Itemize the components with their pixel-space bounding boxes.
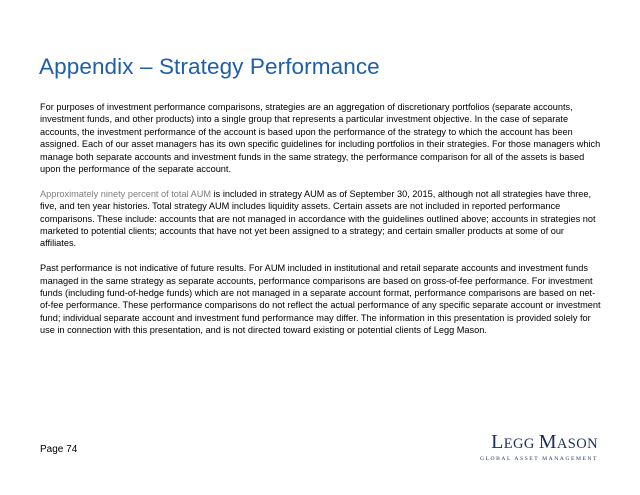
aum-highlight-text: Approximately ninety percent of total AUM (40, 188, 212, 199)
legg-mason-logo (480, 432, 598, 462)
paragraph-strategy-definition: For purposes of investment performance comparisons, strategies are an aggregation of discretionary portfolios (separate accounts, investment funds, and other products) into a single group that represents a particular investment objective. In the case of separate accounts, the investment performance of the account is based upon the performance of the strategy to which the account has been assigned. Each of our asset managers has its own specific guidelines for including portfolios in their strategies. For those managers which manage both separate accounts and investment funds in the same strategy, the performance comparison for all of the assets is based upon the performance of the separate account. (40, 102, 601, 175)
logo-tagline: GLOBAL ASSET MANAGEMENT (479, 456, 598, 462)
page-title: Appendix – Strategy Performance (39, 54, 380, 79)
disclosure-body (40, 101, 602, 349)
paragraph-past-performance: Past performance is not indicative of future results. For AUM included in institutional and retail separate accounts and investment funds managed in the same strategy as separate accounts, performance comparisons are based on gross-of-fee performance. For investment funds (including fund-of-hedge funds) which are not managed in a separate account format, performance comparisons are based on net-of-fee performance. These performance comparisons do not reflect the actual performance of any specific separate account or investment fund; individual separate account and investment fund performance may differ. The information in this presentation is provided solely for use in connection with this presentation, and is not directed toward existing or potential clients of Legg Mason. (40, 263, 601, 336)
paragraph-aum-coverage (40, 188, 602, 250)
logo-wordmark: LEGG MASON (491, 431, 598, 453)
page-number: Page 74 (40, 444, 78, 455)
aum-coverage-text: is included in strategy AUM as of September 30, 2015, although not all strategies have three, five, and ten year histories. Total strategy AUM includes liquidity assets. Certain assets are not included in reported performance comparisons. These include: accounts that are not managed in accordance with the guidelines outlined above; accounts in strategies not marketed to potential clients; accounts that have not yet been assigned to a strategy; and certain smaller products at some of our affiliates. (40, 188, 596, 249)
